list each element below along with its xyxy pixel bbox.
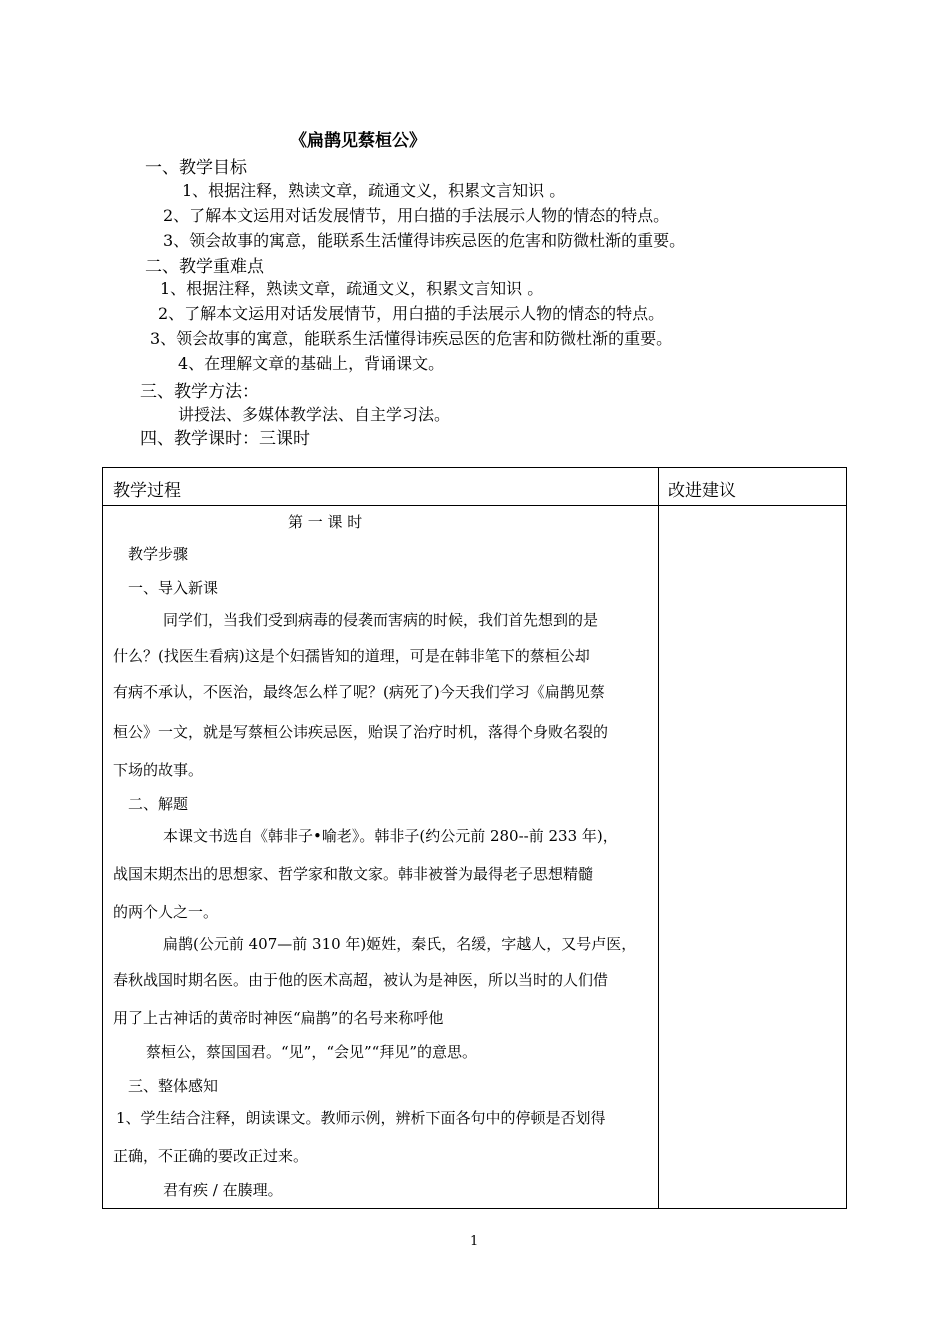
paragraph-line: 用了上古神话的黄帝时神医“扁鹊”的名号来称呼他 [113, 1009, 444, 1027]
paragraph-line: 蔡桓公，蔡国国君。“见”，“会见”“拜见”的意思。 [146, 1043, 478, 1061]
lesson-table [102, 467, 847, 1209]
section-heading: 三、整体感知 [128, 1077, 219, 1095]
keypoints-heading: 二、教学重难点 [145, 257, 264, 277]
paragraph-line: 春秋战国时期名医。由于他的医术高超，被认为是神医，所以当时的人们借 [113, 971, 609, 989]
paragraph-line: 下场的故事。 [113, 761, 204, 779]
objective-item: 2、了解本文运用对话发展情节，用白描的手法展示人物的情态的特点。 [163, 206, 670, 225]
section-heading: 一、导入新课 [128, 579, 219, 597]
column-header-process: 教学过程 [113, 481, 181, 501]
class-hours: 四、教学课时：三课时 [140, 429, 310, 449]
keypoint-item: 2、了解本文运用对话发展情节，用白描的手法展示人物的情态的特点。 [158, 304, 665, 323]
objective-item: 1、根据注释，熟读文章，疏通文义，积累文言知识 。 [182, 181, 566, 200]
table-column-divider [658, 468, 659, 1208]
paragraph-line: 的两个人之一。 [113, 903, 219, 921]
page-number: 1 [470, 1234, 479, 1249]
section-heading: 教学步骤 [128, 545, 189, 563]
keypoint-item: 4、在理解文章的基础上，背诵课文。 [178, 354, 445, 373]
keypoint-item: 3、领会故事的寓意，能联系生活懂得讳疾忌医的危害和防微杜渐的重要。 [150, 329, 673, 348]
lesson-period: 第 一 课 时 [288, 513, 363, 531]
table-header-divider [103, 505, 846, 506]
document-title: 《扁鹊见蔡桓公》 [290, 131, 426, 151]
paragraph-line: 什么？(找医生看病)这是个妇孺皆知的道理，可是在韩非笔下的蔡桓公却 [113, 647, 590, 665]
paragraph-line: 同学们，当我们受到病毒的侵袭而害病的时候，我们首先想到的是 [163, 611, 599, 629]
paragraph-line: 扁鹊(公元前 407—前 310 年)姬姓，秦氏，名缓，字越人，又号卢医， [163, 935, 637, 953]
section-heading: 二、解题 [128, 795, 189, 813]
column-header-suggestions: 改进建议 [668, 481, 736, 501]
keypoint-item: 1、根据注释，熟读文章，疏通文义，积累文言知识 。 [160, 279, 544, 298]
paragraph-line: 本课文书选自《韩非子•喻老》。韩非子(约公元前 280--前 233 年)， [163, 827, 618, 845]
objective-item: 3、领会故事的寓意，能联系生活懂得讳疾忌医的危害和防微杜渐的重要。 [163, 231, 686, 250]
paragraph-line: 1、学生结合注释，朗读课文。教师示例，辨析下面各句中的停顿是否划得 [116, 1109, 606, 1127]
paragraph-line: 有病不承认，不医治，最终怎么样了呢？(病死了)今天我们学习《扁鹊见蔡 [113, 683, 605, 701]
methods-heading: 三、教学方法： [140, 382, 259, 402]
objectives-heading: 一、教学目标 [145, 158, 247, 178]
methods-text: 讲授法、多媒体教学法、自主学习法。 [178, 405, 451, 424]
paragraph-line: 正确，不正确的要改正过来。 [113, 1147, 309, 1165]
paragraph-line: 君有疾 / 在腠理。 [163, 1181, 283, 1199]
paragraph-line: 桓公》一文，就是写蔡桓公讳疾忌医，贻误了治疗时机，落得个身败名裂的 [113, 723, 609, 741]
paragraph-line: 战国末期杰出的思想家、哲学家和散文家。韩非被誉为最得老子思想精髓 [113, 865, 594, 883]
